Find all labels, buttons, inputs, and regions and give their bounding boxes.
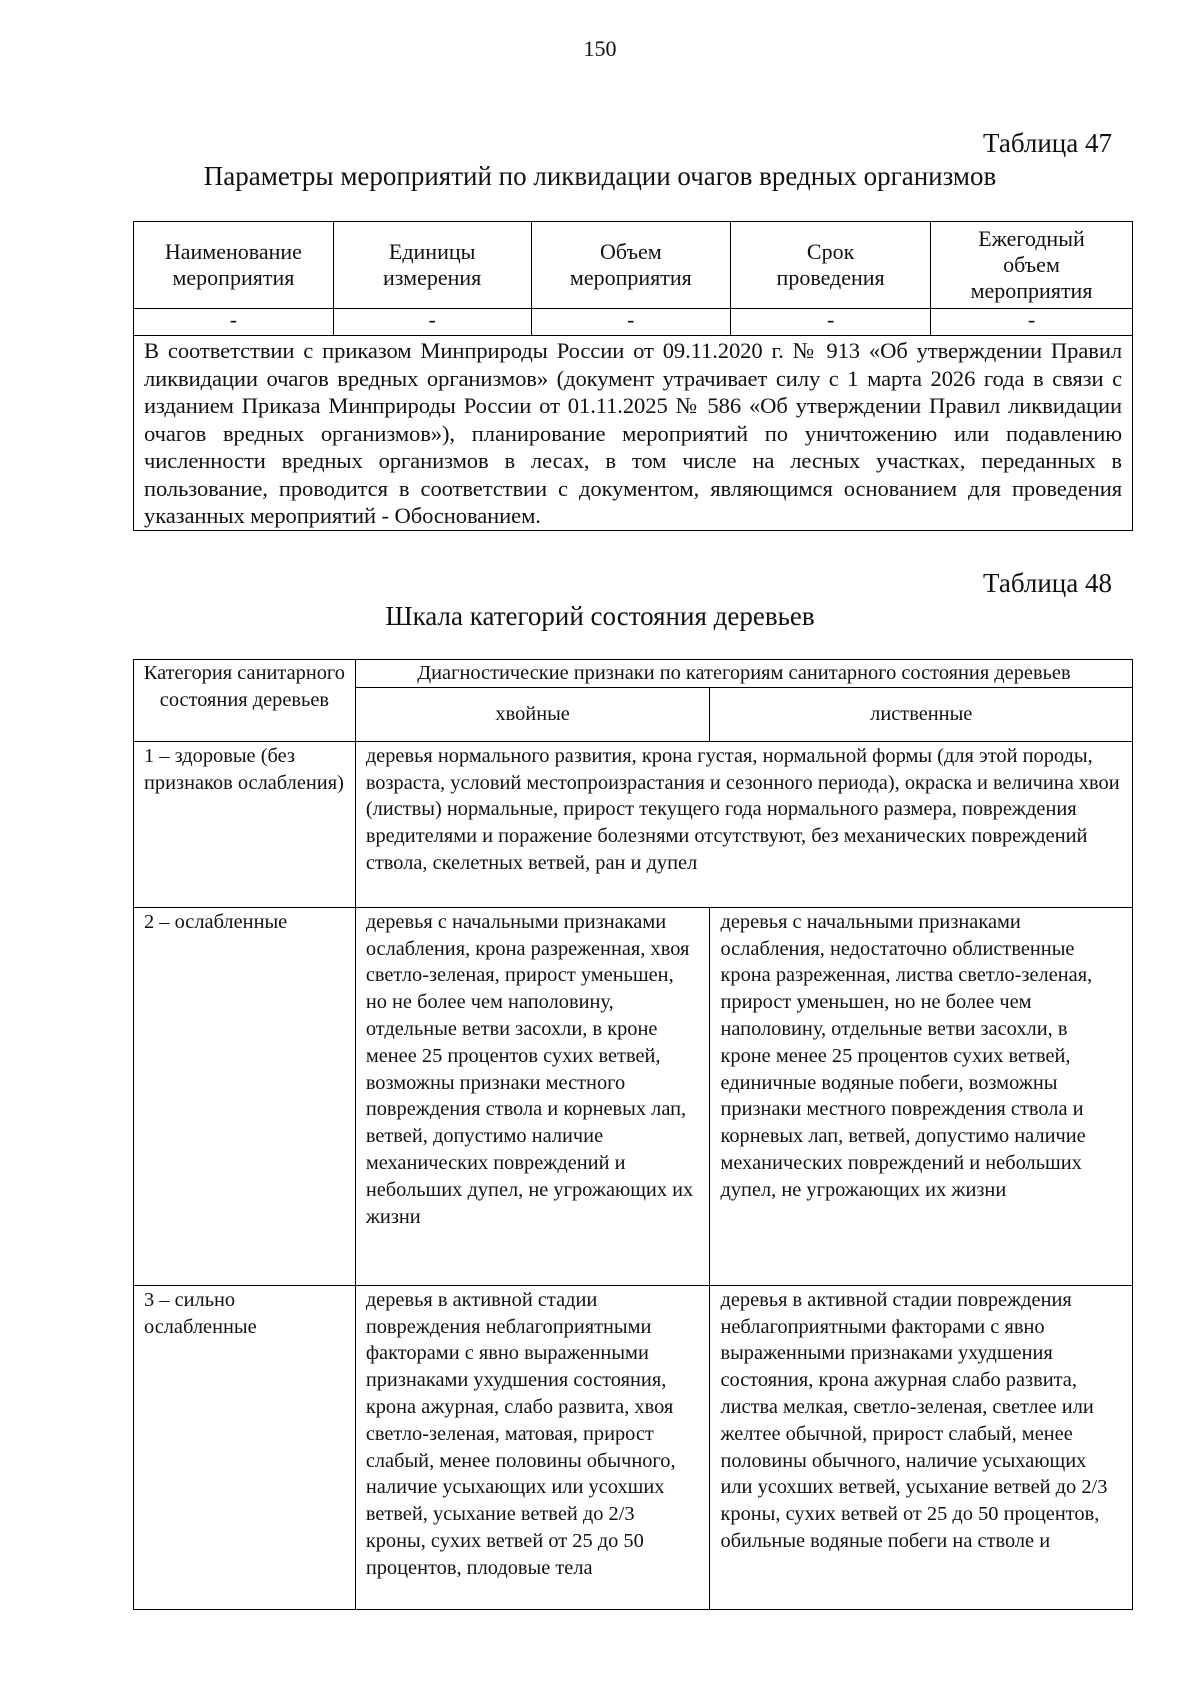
deciduous-signs-cell: деревья с начальными признаками ослабления, недостаточно облиственные крона разреженная, листва светло-зеленая, прирост уменьшен, но не более чем наполовину, отдельные ветви засохли, в кроне менее 25 процентов сухих ветвей, единичные водяные побеги, возможны признаки местного повреждения ствола и корневых лап, ветвей, допустимо наличие механических повреждений и небольших дупел, не угрожающих их жизни bbox=[710, 907, 1133, 1285]
table-47-header-cell: Срок проведения bbox=[731, 222, 931, 309]
table-48-title: Шкала категорий состояния деревьев bbox=[385, 601, 815, 631]
table-47-cell: - bbox=[931, 309, 1133, 336]
table-48-header-category: Категория санитарного состояния деревьев bbox=[134, 660, 356, 742]
table-47-header-cell: Единицы измерения bbox=[333, 222, 531, 309]
table-47-header-cell: Наименование мероприятия bbox=[134, 222, 334, 309]
table-48-header-signs: Диагностические признаки по категориям санитарного состояния деревьев bbox=[355, 660, 1132, 688]
table-47-cell: - bbox=[333, 309, 531, 336]
conifer-signs-cell: деревья в активной стадии повреждения неблагоприятными факторами с явно выраженными признаками ухудшения состояния, крона ажурная, слабо развита, хвоя светло-зеленая, матовая, прирост слабый, менее половины обычного, наличие усыхающих или усохших ветвей, усыхание ветвей до 2/3 кроны, сухих ветвей от 25 до 50 процентов, плодовые тела bbox=[355, 1285, 710, 1609]
table-47-row bbox=[134, 309, 1133, 336]
table-47-cell: - bbox=[531, 309, 731, 336]
table-47-note-row bbox=[134, 336, 1133, 531]
table-47-header-cell: Ежегодный объем мероприятия bbox=[931, 222, 1133, 309]
table-47-title: Параметры мероприятий по ликвидации очагов вредных организмов bbox=[203, 161, 997, 191]
table-47-cell: - bbox=[134, 309, 334, 336]
table-48-header-deciduous: лиственные bbox=[710, 687, 1133, 741]
deciduous-signs-cell: деревья в активной стадии повреждения неблагоприятными факторами с явно выраженными признаками ухудшения состояния, крона ажурная слабо развита, листва мелкая, светло-зеленая, светлее или желтее обычной, прирост слабый, менее половины обычного, наличие усыхающих или усохших ветвей, усыхание ветвей до 2/3 кроны, сухих ветвей от 25 до 50 процентов, обильные водяные побеги на стволе и bbox=[710, 1285, 1133, 1609]
table-48-row bbox=[134, 907, 1133, 1285]
common-signs-cell: деревья нормального развития, крона густая, нормальной формы (для этой породы, возраста, условий местопроизрастания и сезонного периода), окраска и величина хвои (листвы) нормальные, прирост текущего года нормального размера, повреждения вредителями и поражение болезнями отсутствуют, без механических повреждений ствола, скелетных ветвей, ран и дупел bbox=[355, 741, 1132, 907]
table-47 bbox=[133, 221, 1133, 531]
table-47-label: Таблица 47 bbox=[983, 128, 1112, 158]
category-cell: 1 – здоровые (без признаков ослабления) bbox=[134, 741, 356, 907]
table-47-note: В соответствии с приказом Минприроды России от 09.11.2020 г. № 913 «Об утверждении Правил ликвидации очагов вредных организмов» (документ утрачивает силу с 1 марта 2026 года в связи с изданием Приказа Минприроды России от 01.11.2025 № 586 «Об утверждении Правил ликвидации очагов вредных организмов»), планирование мероприятий по уничтожению или подавлению численности вредных организмов в лесах, в том числе на лесных участках, переданных в пользование, проводится в соответствии с документом, являющимся основанием для проведения указанных мероприятий - Обоснованием. bbox=[134, 336, 1133, 531]
table-48-header-row bbox=[134, 660, 1133, 688]
table-48-row bbox=[134, 741, 1133, 907]
conifer-signs-cell: деревья с начальными признаками ослабления, крона разреженная, хвоя светло-зеленая, прирост уменьшен, но не более чем наполовину, отдельные ветви засохли, в кроне менее 25 процентов сухих ветвей, возможны признаки местного повреждения ствола и корневых лап, ветвей, допустимо наличие механических повреждений и небольших дупел, не угрожающих их жизни bbox=[355, 907, 710, 1285]
table-47-cell: - bbox=[731, 309, 931, 336]
table-47-header-row bbox=[134, 222, 1133, 309]
category-cell: 2 – ослабленные bbox=[134, 907, 356, 1285]
table-47-header-cell: Объем мероприятия bbox=[531, 222, 731, 309]
table-48-header-conifer: хвойные bbox=[355, 687, 710, 741]
page-number: 150 bbox=[583, 36, 617, 61]
category-cell: 3 – сильно ослабленные bbox=[134, 1285, 356, 1609]
table-48 bbox=[133, 659, 1133, 1610]
table-48-label: Таблица 48 bbox=[983, 568, 1112, 598]
table-48-row bbox=[134, 1285, 1133, 1609]
